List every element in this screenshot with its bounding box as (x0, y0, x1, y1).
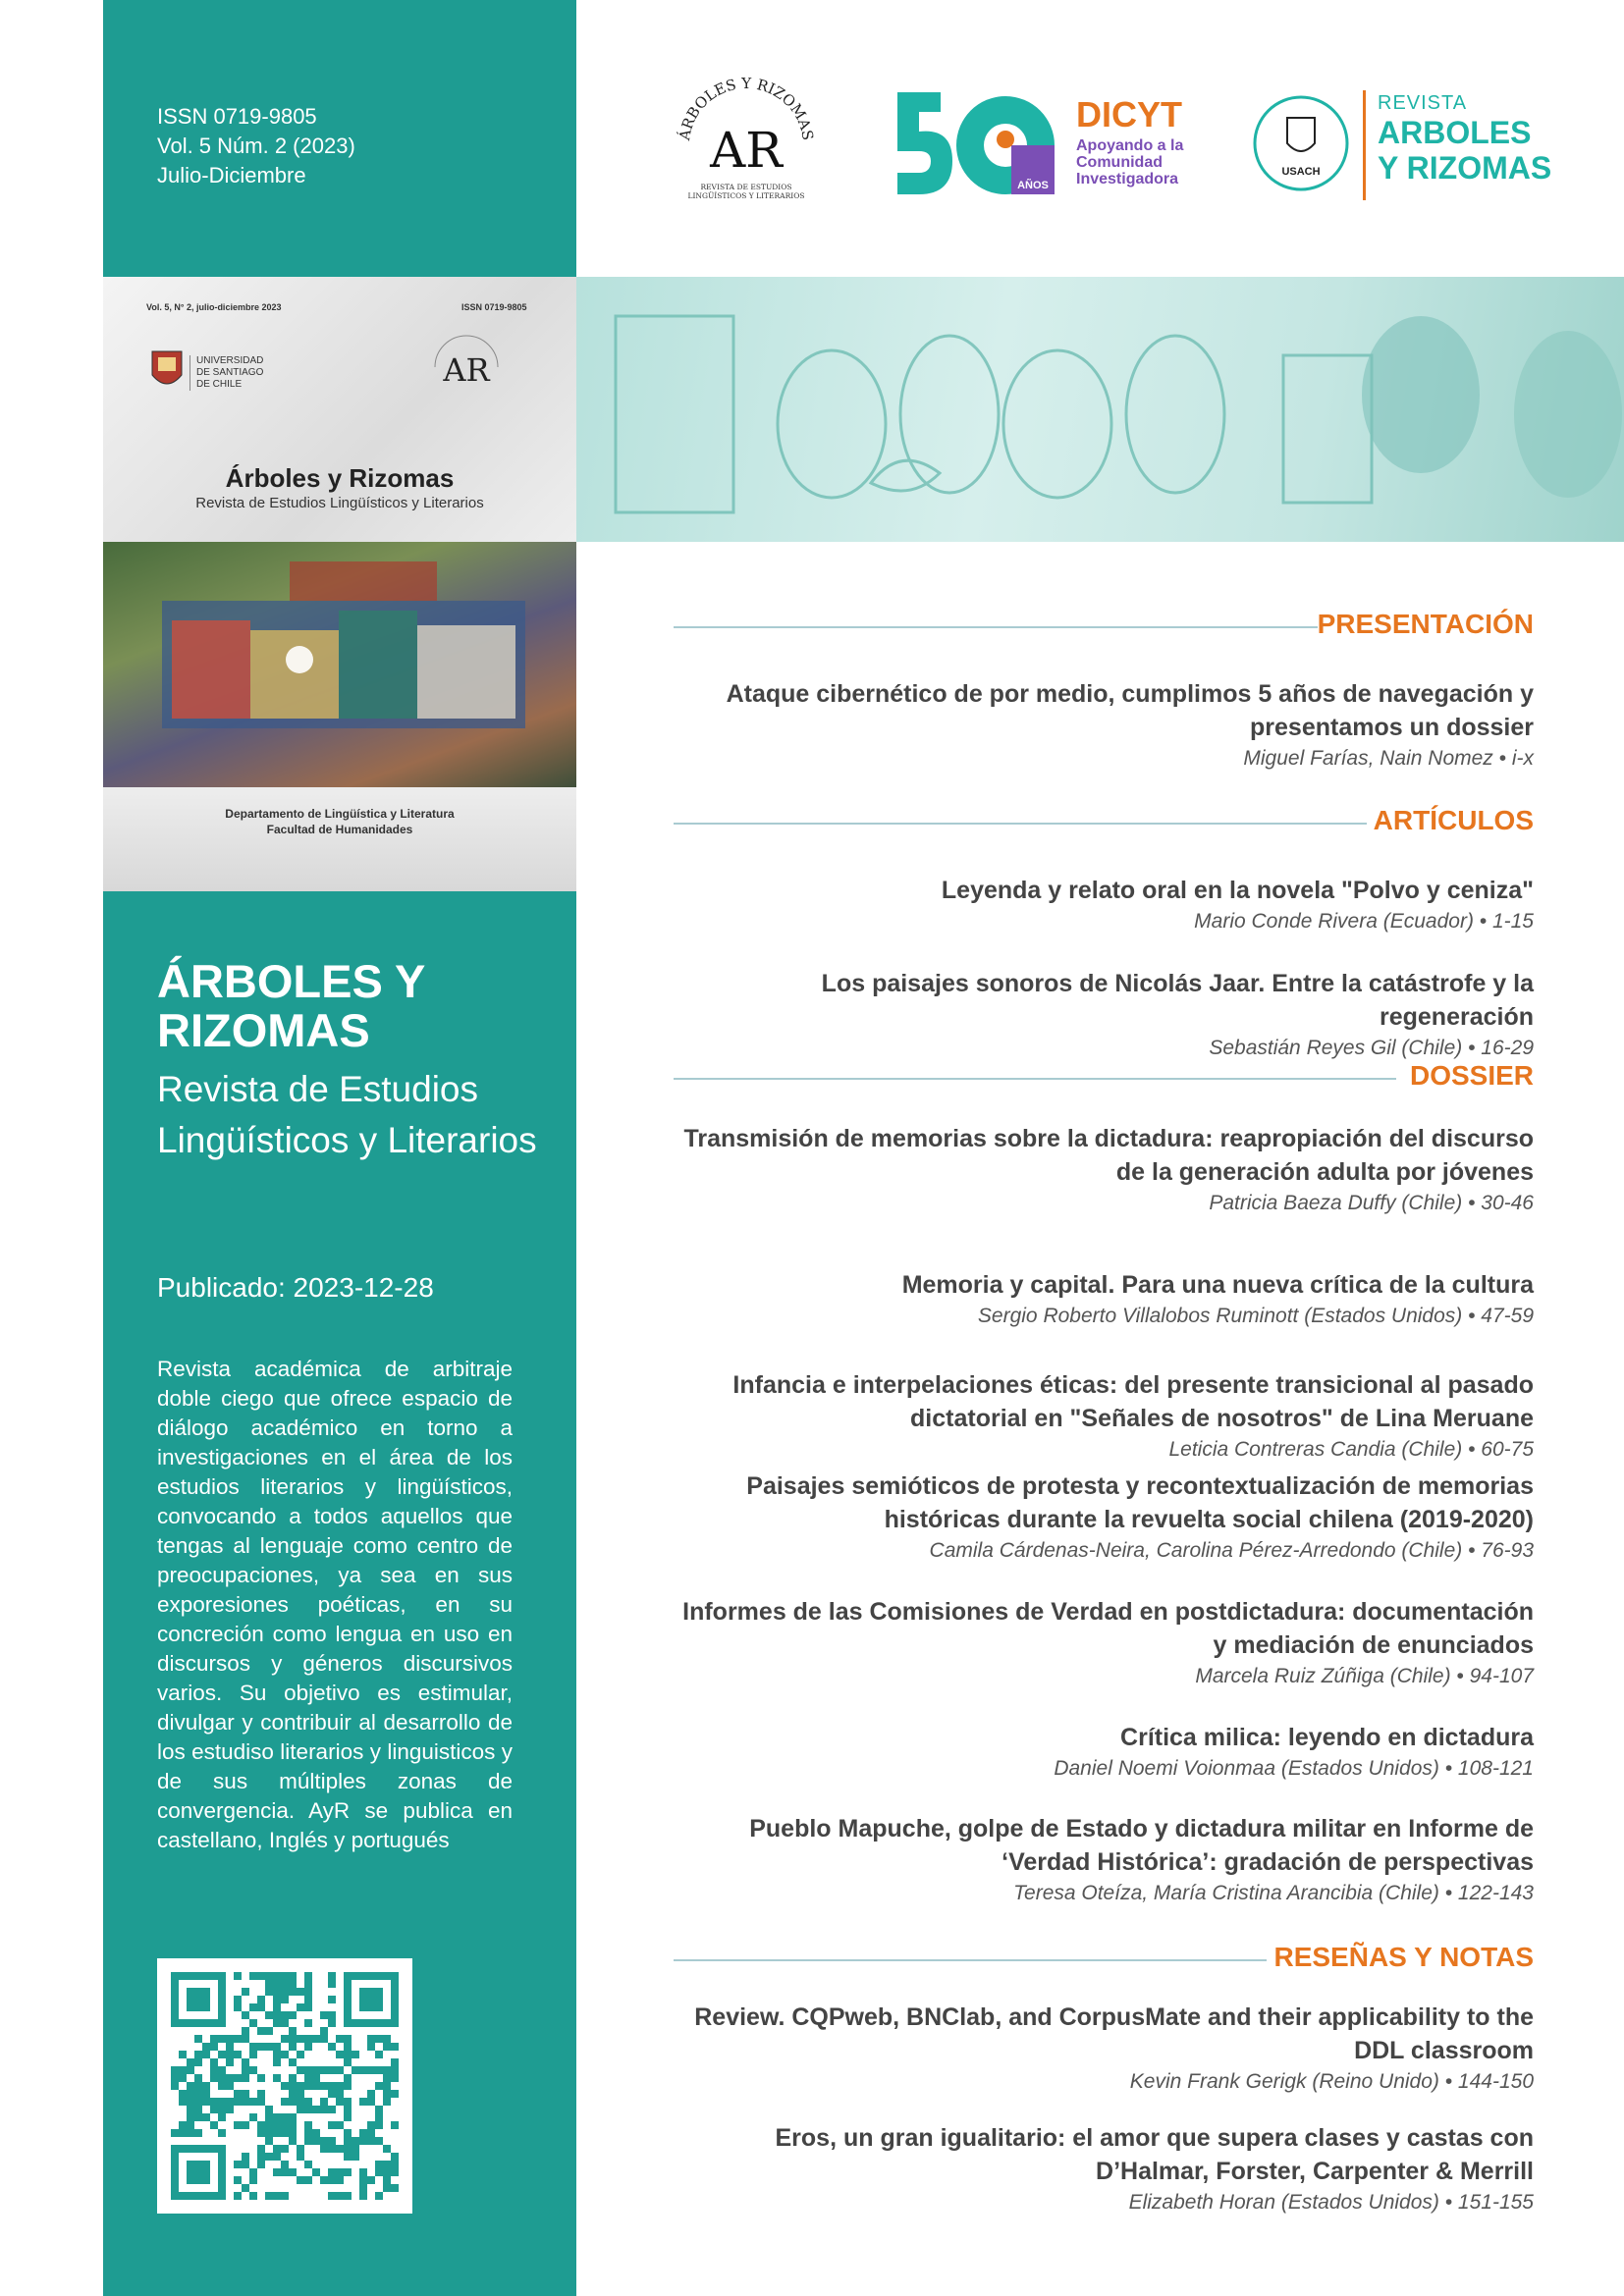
dicyt-tagline: Apoyando a la Comunidad Investigadora (1076, 137, 1184, 187)
article-title-link[interactable]: Informes de las Comisiones de Verdad en postdictadura: documentación y mediación de enunciados (682, 1598, 1534, 1659)
article-authors-pages: Teresa Oteíza, María Cristina Arancibia (Chile) • 122-143 (1013, 1882, 1534, 1904)
toc-entry[interactable] (674, 1812, 1534, 1908)
revista-wordmark (1378, 92, 1551, 186)
article-title-link[interactable]: Paisajes semióticos de protesta y recontextualización de memorias históricas durante la revuelta social chilena (2019-2020) (746, 1472, 1534, 1533)
toc-entry[interactable] (674, 1595, 1534, 1691)
toc-entry[interactable] (674, 1122, 1534, 1218)
cover-department: Departamento de Lingüística y Literatura (225, 807, 455, 821)
cover-mural-image (103, 542, 576, 787)
svg-text:AR: AR (443, 351, 490, 389)
revista-line2: Y RIZOMAS (1378, 150, 1552, 186)
usach-shield-icon (150, 349, 184, 393)
journal-subtitle: Revista de Estudios Lingüísticos y Literarios (157, 1069, 537, 1160)
article-authors-pages: Mario Conde Rivera (Ecuador) • 1-15 (1194, 910, 1534, 933)
logo-divider (1363, 90, 1366, 200)
ar-arc-text: ÁRBOLES Y RIZOMAS (676, 74, 817, 142)
article-title-link[interactable]: Eros, un gran igualitario: el amor que supera clases y castas con D’Halmar, Forster, Carpenter & Merrill (775, 2124, 1534, 2185)
article-authors-pages: Marcela Ruiz Zúñiga (Chile) • 94-107 (1195, 1665, 1534, 1687)
mural-banner-image (576, 277, 1624, 542)
usach-seal (1252, 94, 1360, 192)
toc-entry[interactable] (674, 1368, 1534, 1465)
article-authors-pages: Miguel Farías, Nain Nomez • i-x (1243, 747, 1534, 770)
issn-number: ISSN 0719-9805 (157, 104, 317, 129)
toc-entry[interactable] (674, 874, 1534, 936)
ar-caption: REVISTA DE ESTUDIOS LINGÜÍSTICOS Y LITERARIOS (687, 183, 805, 200)
dicyt-years-label: AÑOS (1017, 180, 1049, 191)
issue-period: Julio-Diciembre (157, 163, 306, 187)
cover-header (103, 277, 576, 542)
article-title-link[interactable]: Leyenda y relato oral en la novela "Polvo y ceniza" (941, 877, 1534, 904)
cover-subtitle: Revista de Estudios Lingüísticos y Literarios (195, 495, 484, 511)
article-authors-pages: Kevin Frank Gerigk (Reino Unido) • 144-150 (1129, 2070, 1534, 2093)
toc-entry[interactable] (674, 2121, 1534, 2217)
qr-code-icon (157, 1958, 412, 2214)
cover-title: Árboles y Rizomas (225, 463, 455, 493)
section-divider (674, 1959, 1267, 1961)
cover-ar-logo-icon (427, 334, 506, 402)
article-title-link[interactable]: Infancia e interpelaciones éticas: del presente transicional al pasado dictatorial en "Señales de nosotros" de Lina Meruane (732, 1371, 1534, 1432)
journal-title: ÁRBOLES Y RIZOMAS (157, 955, 425, 1056)
usach-seal-icon (1252, 94, 1350, 192)
section-divider (674, 626, 1318, 628)
section-heading: DOSSIER (1409, 1060, 1534, 1091)
toc-entry[interactable] (674, 2001, 1534, 2097)
article-title-link[interactable]: Transmisión de memorias sobre la dictadura: reapropiación del discurso de la generación adulta por jóvenes (683, 1125, 1534, 1186)
toc-entry[interactable] (674, 1469, 1534, 1566)
article-title-link[interactable]: Memoria y capital. Para una nueva crítica de la cultura (901, 1271, 1534, 1299)
issn-block (157, 102, 355, 190)
dicyt-logo (895, 90, 1210, 198)
article-title-link[interactable]: Pueblo Mapuche, golpe de Estado y dictadura militar en Informe de ‘Verdad Histórica’: gradación de perspectivas (749, 1815, 1534, 1876)
cover-issn: ISSN 0719-9805 (461, 302, 527, 312)
mural-banner-illustration (576, 277, 1624, 542)
toc-entry[interactable] (674, 1721, 1534, 1784)
ar-monogram: AR (710, 122, 783, 179)
dicyt-name: DICYT (1076, 94, 1182, 134)
published-date: Publicado: 2023-12-28 (157, 1272, 434, 1303)
cover-volume: Vol. 5, N° 2, julio-diciembre 2023 (146, 302, 282, 312)
cover-faculty: Facultad de Humanidades (266, 823, 413, 836)
toc-entry[interactable] (674, 677, 1534, 774)
section-divider (674, 823, 1367, 825)
section-heading: RESEÑAS Y NOTAS (1273, 1942, 1534, 1972)
section-divider (674, 1078, 1396, 1080)
article-authors-pages: Camila Cárdenas-Neira, Carolina Pérez-Arredondo (Chile) • 76-93 (929, 1539, 1534, 1562)
dicyt-50-years-icon (895, 90, 1062, 198)
cover-thumbnail (103, 277, 576, 891)
article-title-link[interactable]: Crítica milica: leyendo en dictadura (1120, 1724, 1534, 1751)
section-heading: PRESENTACIÓN (1317, 609, 1534, 639)
qr-code[interactable] (157, 1958, 412, 2214)
mural-illustration (103, 542, 576, 787)
cover-footer (103, 787, 576, 891)
revista-line1: ARBOLES (1378, 115, 1532, 150)
toc-entry[interactable] (674, 1268, 1534, 1331)
article-title-link[interactable]: Ataque cibernético de por medio, cumplimos 5 años de navegación y presentamos un dossier (726, 680, 1534, 741)
ar-journal-logo (668, 69, 825, 216)
article-authors-pages: Leticia Contreras Candia (Chile) • 60-75 (1168, 1438, 1534, 1461)
toc-entry[interactable] (674, 967, 1534, 1063)
article-authors-pages: Daniel Noemi Voionmaa (Estados Unidos) • 108-121 (1054, 1757, 1534, 1780)
journal-description: Revista académica de arbitraje doble ciego que ofrece espacio de diálogo académico en torno a investigaciones en el área de los estudios literarios y lingüísticos, convocando a todos aquellos que tengas al lenguaje como centro de preocupaciones, ya sea en sus exporesiones poéticas, en su concreción como lengua en uso en discursos y géneros discursivos varios. Su objetivo es estimular, divulgar y contribuir al desarrollo de los estudiso literarios y linguisticos y de sus múltiples zonas de convergencia. AyR se publica en castellano, Inglés y portugués (157, 1357, 513, 1852)
article-authors-pages: Sergio Roberto Villalobos Ruminott (Estados Unidos) • 47-59 (977, 1305, 1534, 1327)
usach-seal-label: USACH (1281, 166, 1321, 178)
article-title-link[interactable]: Los paisajes sonoros de Nicolás Jaar. Entre la catástrofe y la regeneración (821, 970, 1534, 1031)
article-authors-pages: Sebastián Reyes Gil (Chile) • 16-29 (1209, 1037, 1534, 1059)
article-authors-pages: Elizabeth Horan (Estados Unidos) • 151-155 (1128, 2191, 1534, 2214)
revista-label: REVISTA (1378, 92, 1468, 114)
section-heading: ARTÍCULOS (1373, 805, 1534, 835)
cover-university: UNIVERSIDAD DE SANTIAGO DE CHILE (189, 355, 275, 391)
volume-number: Vol. 5 Núm. 2 (2023) (157, 133, 355, 158)
article-authors-pages: Patricia Baeza Duffy (Chile) • 30-46 (1209, 1192, 1534, 1214)
article-title-link[interactable]: Review. CQPweb, BNClab, and CorpusMate and their applicability to the DDL classroom (694, 2003, 1534, 2064)
